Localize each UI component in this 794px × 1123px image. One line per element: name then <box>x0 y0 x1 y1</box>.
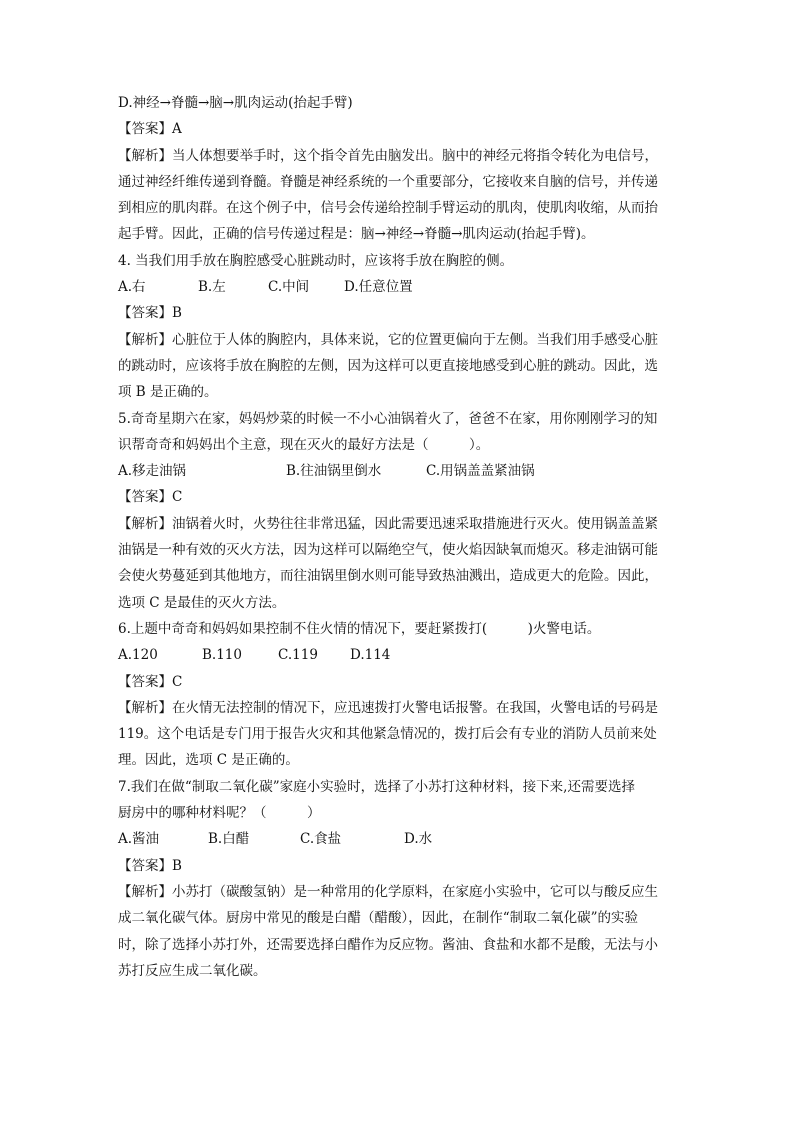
q7-question-line: 厨房中的哪种材料呢？（ ） <box>118 805 321 822</box>
q4-option-d: D.任意位置 <box>344 279 413 296</box>
q3-option-d: D.神经→脊髓→脑→肌肉运动(抬起手臂) <box>118 95 353 111</box>
q7-options <box>118 826 680 852</box>
q6-options <box>118 642 680 668</box>
q7-analysis-line: 时，除了选择小苏打外，还需要选择白醋作为反应物。酱油、食盐和水都不是酸，无法与小 <box>118 936 658 953</box>
q3-analysis-line: 【解析】当人体想要举手时，这个指令首先由脑发出。脑中的神经元将指令转化为电信号， <box>118 147 658 164</box>
q4-analysis-line: 【解析】心脏位于人体的胸腔内，具体来说，它的位置更偏向于左侧。当我们用手感受心脏 <box>118 331 658 348</box>
q3-analysis <box>118 143 680 248</box>
q4-option-b: B.左 <box>198 279 226 296</box>
q7-option-c: C.食盐 <box>300 831 342 848</box>
q4-options <box>118 274 680 300</box>
q5-analysis-line: 会使火势蔓延到其他地方，而往油锅里倒水则可能导致热油溅出，造成更大的危险。因此， <box>118 568 658 585</box>
q5-option-a: A.移走油锅 <box>118 463 187 480</box>
q6-option-a: A.120 <box>118 647 158 664</box>
q3-answer: 【答案】A <box>118 121 182 138</box>
document-page <box>118 90 680 984</box>
q6-question: 6.上题中奇奇和妈妈如果控制不住火情的情况下，要赶紧拨打( )火警电话。 <box>118 620 601 637</box>
q5-analysis-line: 油锅是一种有效的灭火方法，因为这样可以隔绝空气，使火焰因缺氧而熄灭。移走油锅可能 <box>118 542 658 559</box>
q5-options <box>118 458 680 484</box>
q6-analysis <box>118 695 680 774</box>
q6-analysis-line: 【解析】在火情无法控制的情况下，应迅速拨打火警电话报警。在我国，火警电话的号码是 <box>118 699 658 716</box>
q7-answer: 【答案】B <box>118 857 182 874</box>
q5-question-line: 识帮奇奇和妈妈出个主意，现在灭火的最好方法是（ ）。 <box>118 436 490 453</box>
q3-analysis-line: 起手臂。因此，正确的信号传递过程是：脑→神经→脊髓→肌肉运动(抬起手臂)。 <box>118 226 595 243</box>
q5-option-b: B.往油锅里倒水 <box>286 463 382 480</box>
q7-question-line: 7.我们在做“制取二氧化碳”家庭小实验时，选择了小苏打这种材料，接下来,还需要选择 <box>118 778 635 795</box>
q3-analysis-line: 到相应的肌肉群。在这个例子中，信号会传递给控制手臂运动的肌肉，使肌肉收缩，从而抬 <box>118 200 658 217</box>
q5-question-line: 5.奇奇星期六在家，妈妈炒菜的时候一不小心油锅着火了，爸爸不在家，用你刚刚学习的知 <box>118 410 658 427</box>
q4-answer: 【答案】B <box>118 305 182 322</box>
q6-answer: 【答案】C <box>118 673 183 690</box>
q6-option-c: C.119 <box>278 647 318 664</box>
q7-option-b: B.白醋 <box>208 831 250 848</box>
q7-option-a: A.酱油 <box>118 831 160 848</box>
q7-option-d: D.水 <box>404 831 433 848</box>
q4-analysis-line: 项 B 是正确的。 <box>118 384 218 401</box>
q6-option-d: D.114 <box>350 647 391 664</box>
q4-question: 4. 当我们用手放在胸腔感受心脏跳动时，应该将手放在胸腔的侧。 <box>118 252 514 269</box>
q5-analysis-line: 选项 C 是最佳的灭火方法。 <box>118 594 286 611</box>
q7-analysis-line: 【解析】小苏打（碳酸氢钠）是一种常用的化学原料，在家庭小实验中，它可以与酸反应生 <box>118 883 658 900</box>
q4-analysis-line: 的跳动时，应该将手放在胸腔的左侧，因为这样可以更直接地感受到心脏的跳动。因此，选 <box>118 357 658 374</box>
q7-analysis-line: 成二氧化碳气体。厨房中常见的酸是白醋（醋酸），因此，在制作“制取二氧化碳”的实验 <box>118 910 639 927</box>
q7-analysis-line: 苏打反应生成二氧化碳。 <box>118 962 267 979</box>
q4-option-c: C.中间 <box>268 279 310 296</box>
q5-analysis-line: 【解析】油锅着火时，火势往往非常迅猛，因此需要迅速采取措施进行灭火。使用锅盖盖紧 <box>118 515 658 532</box>
q3-analysis-line: 通过神经纤维传递到脊髓。脊髓是神经系统的一个重要部分，它接收来自脑的信号，并传递 <box>118 173 658 190</box>
q6-analysis-line: 理。因此，选项 C 是正确的。 <box>118 752 299 769</box>
q5-option-c: C.用锅盖盖紧油锅 <box>426 463 535 480</box>
q6-option-b: B.110 <box>202 647 242 664</box>
q6-analysis-line: 119。这个电话是专门用于报告火灾和其他紧急情况的，拨打后会有专业的消防人员前来处 <box>118 726 657 743</box>
q7-analysis <box>118 879 680 984</box>
q4-option-a: A.右 <box>118 279 146 296</box>
q5-analysis <box>118 511 680 616</box>
q4-analysis <box>118 327 680 406</box>
q5-answer: 【答案】C <box>118 489 183 506</box>
